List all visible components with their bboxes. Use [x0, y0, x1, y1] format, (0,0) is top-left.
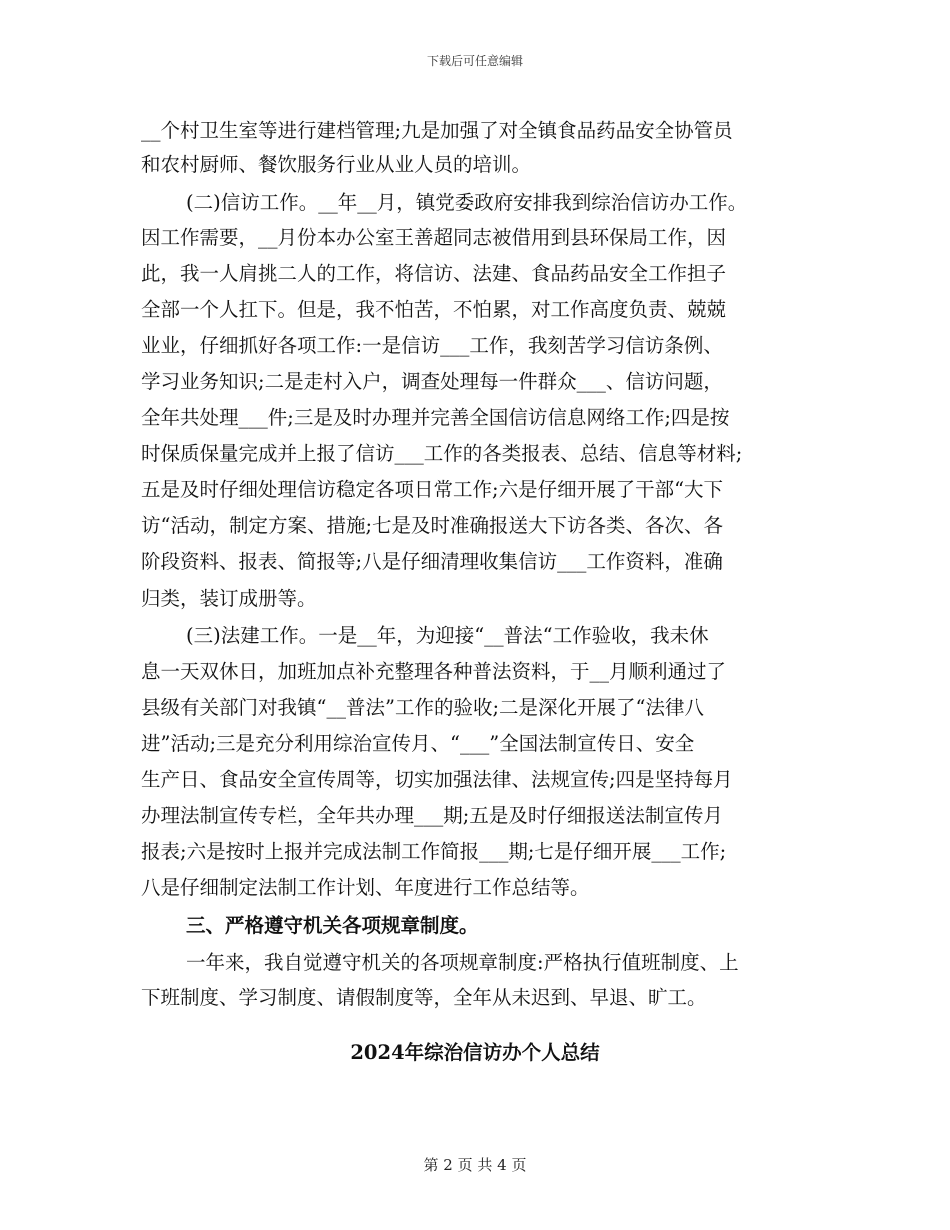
page-number-footer: 第 2 页 共 4 页 — [423, 1156, 527, 1174]
body-text-line: 八是仔细制定法制工作计划、年度进行工作总结等。 — [141, 876, 590, 899]
body-text-line: (三)法建工作。一是__年，为迎接“__普法“工作验收，我未休 — [186, 624, 709, 647]
body-text-line: 进”活动;三是充分利用综治宣传月、“___”全国法制宣传日、安全 — [141, 732, 695, 755]
section-heading: 三、严格遵守机关各项规章制度。 — [186, 914, 479, 937]
body-text-line: 访“活动，制定方案、措施;七是及时准确报送大下访各类、各次、各 — [141, 514, 724, 537]
document-title: 2024年综治信访办个人总结 — [350, 1041, 600, 1064]
page-header-note: 下载后可任意编辑 — [426, 54, 523, 68]
body-text-line: 时保质保量完成并上报了信访___工作的各类报表、总结、信息等材料; — [141, 442, 743, 465]
body-text-line: 全年共处理___件;三是及时办理并完善全国信访信息网络工作;四是按 — [141, 406, 730, 429]
body-text-line: 因工作需要，__月份本办公室王善超同志被借用到县环保局工作，因 — [141, 226, 727, 249]
body-text-line: 全部一个人扛下。但是，我不怕苦，不怕累，对工作高度负责、兢兢 — [141, 298, 727, 321]
body-text-line: (二)信访工作。__年__月，镇党委政府安排我到综治信访办工作。 — [186, 191, 748, 214]
body-text-line: __个村卫生室等进行建档管理;九是加强了对全镇食品药品安全协管员 — [141, 119, 733, 142]
body-text-line: 下班制度、学习制度、请假制度等，全年从未迟到、早退、旷工。 — [141, 986, 707, 1009]
body-text-line: 学习业务知识;二是走村入户，调查处理每一件群众___、信访问题， — [141, 370, 723, 393]
body-text-line: 和农村厨师、餐饮服务行业从业人员的培训。 — [141, 153, 532, 176]
body-text-line: 五是及时仔细处理信访稳定各项日常工作;六是仔细开展了干部“大下 — [141, 478, 724, 501]
body-text-line: 一年来，我自觉遵守机关的各项规章制度:严格执行值班制度、上 — [186, 951, 739, 974]
body-text-line: 阶段资料、报表、简报等;八是仔细清理收集信访___工作资料，准确 — [141, 550, 723, 573]
body-text-line: 生产日、食品安全宣传周等，切实加强法律、法规宣传;四是坚持每月 — [141, 768, 733, 791]
body-text-line: 办理法制宣传专栏，全年共办理___期;五是及时仔细报送法制宣传月 — [141, 804, 723, 827]
body-text-line: 县级有关部门对我镇“__普法”工作的验收;二是深化开展了“法律八 — [141, 696, 704, 719]
body-text-line: 报表;六是按时上报并完成法制工作简报___期;七是仔细开展___工作; — [141, 840, 727, 863]
body-text-line: 归类，装订成册等。 — [141, 587, 317, 610]
body-text-line: 业业，仔细抓好各项工作:一是信访___工作，我刻苦学习信访条例、 — [141, 334, 723, 357]
body-text-line: 此，我一人肩挑二人的工作，将信访、法建、食品药品安全工作担子 — [141, 262, 727, 285]
body-text-line: 息一天双休日，加班加点补充整理各种普法资料，于__月顺利通过了 — [141, 660, 727, 683]
